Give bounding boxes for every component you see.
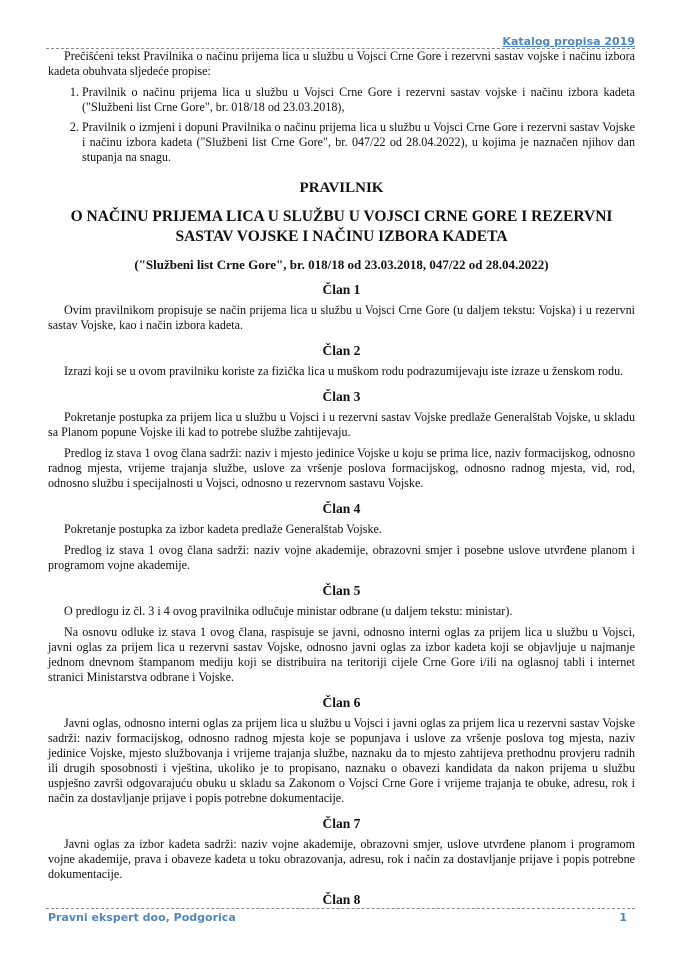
publisher-name: Pravni ekspert doo, Podgorica — [48, 911, 236, 924]
list-item: 1. Pravilnik o načinu prijema lica u službu u Vojsci Crne Gore i rezervni sastav vojske i načinu izbora kadeta ("Službeni list Crne Gore", br. 018/18 od 23.03.2018), — [82, 85, 635, 115]
article-paragraph: Izrazi koji se u ovom pravilniku koriste za fizička lica u muškom rodu podrazumijevaju iste izraze u ženskom rodu. — [64, 364, 624, 378]
list-item: 2. Pravilnik o izmjeni i dopuni Pravilnika o načinu prijema lica u službu u Vojsci Crne Gore i rezervni sastav Vojske i načinu izbora kadeta ("Službeni list Crne Gore", br. 047/22 od 28.04.2022), u kojima je naznačen njihov dan stupanja na snagu. — [82, 120, 635, 165]
page-footer — [48, 911, 627, 924]
page-number: 1 — [619, 911, 627, 924]
document-title: PRAVILNIK — [299, 180, 384, 196]
article-paragraph: Ovim pravilnikom propisuje se način prijema lica u službu u Vojsci Crne Gore (u daljem tekstu: Vojska) i u rezervni sastav Vojske, kao i način izbora kadeta. — [48, 303, 635, 332]
article-paragraph: Na osnovu odluke iz stava 1 ovog člana, raspisuje se javni, odnosno interni oglas za prijem lica u službu u Vojsci, javni oglas za prijem lica u rezervni sastav Vojske, odnosno javni oglas za izbor kadeta koji se objavljuje u najmanje jednom dnevnom štampanom mediju koji se distribuira na teritoriji cijele Crne Gore i/ili na oglasnoj tabli i internet stranici Ministarstva odbrane i Vojske. — [48, 625, 635, 684]
source-regulations-list — [48, 85, 635, 165]
catalog-title: Katalog propisa 2019 — [502, 35, 635, 48]
document-subtitle: O NAČINU PRIJEMA LICA U SLUŽBU U VOJSCI CRNE GORE I REZERVNI SASTAV VOJSKE I NAČINU IZBORA KADETA — [70, 208, 613, 245]
gazette-reference: ("Službeni list Crne Gore", br. 018/18 od 23.03.2018, 047/22 od 28.04.2022) — [134, 257, 549, 272]
article-heading: Član 3 — [322, 389, 361, 404]
footer-divider — [46, 908, 635, 909]
document-body — [48, 49, 635, 913]
article-heading: Član 8 — [322, 892, 361, 907]
intro-text: Prečišćeni tekst Pravilnika o načinu prijema lica u službu u Vojsci Crne Gore i rezervni sastav vojske i načinu izbora kadeta obuhvata sljedeće propise: — [48, 49, 635, 78]
article-paragraph: Pokretanje postupka za izbor kadeta predlaže Generalštab Vojske. — [64, 522, 382, 536]
article-heading: Član 4 — [322, 501, 361, 516]
article-paragraph: Predlog iz stava 1 ovog člana sadrži: naziv vojne akademije, obrazovni smjer i posebne uslove utvrđene planom i programom vojne akademije. — [48, 543, 635, 572]
article-heading: Član 5 — [322, 583, 361, 598]
article-paragraph: Javni oglas, odnosno interni oglas za prijem lica u službu u Vojsci i javni oglas za prijem lica u rezervni sastav Vojske sadrži: naziv formacijskog, odnosno radnog mjesta koje se popunjava i uslove za vršenje poslova tog mjesta, naziv jedinice Vojske, mjesto službovanja i vrijeme trajanja službe, naznaku da to mjesto zahtijeva prethodnu provjeru radnih ili drugih sposobnosti i vještina, ukoliko je to propisano, naznaku o obavezi kandidata da nakon prijema u službu uspješno završi odgovarajuću obuku u skladu sa Zakonom o Vojsci Crne Gore i vrijeme trajanja te obuke, adresu, rok i način za dostavljanje prijave i popis potrebne dokumentacije. — [48, 716, 635, 805]
article-paragraph: O predlogu iz čl. 3 i 4 ovog pravilnika odlučuje ministar odbrane (u daljem tekstu: ministar). — [64, 604, 513, 618]
page-header — [46, 34, 635, 49]
article-heading: Član 6 — [322, 695, 361, 710]
article-paragraph: Javni oglas za izbor kadeta sadrži: naziv vojne akademije, obrazovni smjer, uslove utvrđene planom i programom vojne akademije, prava i obaveze kadeta u toku obrazovanja, adresu, rok i način za dostavljanje prijave i popis potrebne dokumentacije. — [48, 837, 635, 881]
article-paragraph: Predlog iz stava 1 ovog člana sadrži: naziv i mjesto jedinice Vojske u koju se prima lice, naziv formacijskog, odnosno radnog mjesta, vrijeme trajanja službe, uslove za vršenje poslova formacijskog, odnosno radnog mjesta, vid, rod, odnosno službu i specijalnosti u Vojsci, odnosno u rezervnom sastavu Vojske. — [48, 446, 635, 490]
article-heading: Član 2 — [322, 343, 361, 358]
article-paragraph: Pokretanje postupka za prijem lica u službu u Vojsci i u rezervni sastav Vojske predlaže Generalštab Vojske, u skladu sa Planom popune Vojske ili kad to potrebe službe zahtijevaju. — [48, 410, 635, 439]
article-heading: Član 7 — [322, 816, 361, 831]
article-heading: Član 1 — [322, 282, 361, 297]
